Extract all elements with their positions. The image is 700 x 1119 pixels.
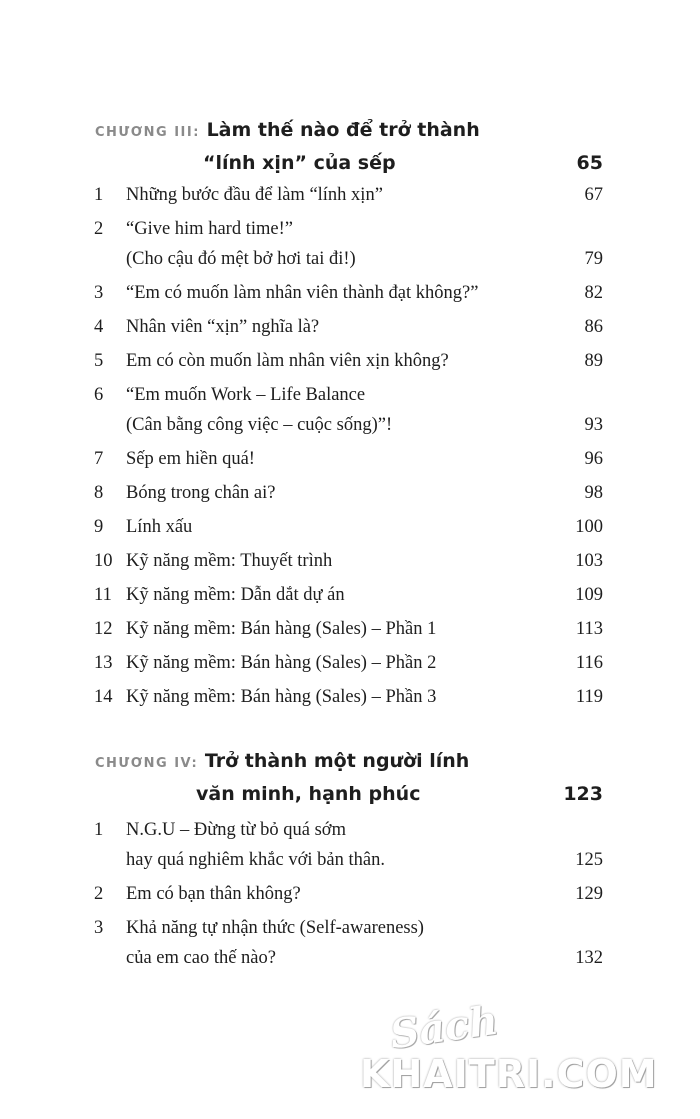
toc-entry <box>94 214 603 274</box>
chapter-3-entries <box>94 180 603 716</box>
chapter-3-heading <box>95 115 603 178</box>
toc-entry-page: 119 <box>575 687 603 707</box>
toc-entry-title: hay quá nghiêm khắc với bản thân. <box>126 850 385 870</box>
toc-entry-title: Kỹ năng mềm: Dẫn dắt dự án <box>126 585 345 605</box>
toc-entry-page: 79 <box>584 249 603 269</box>
toc-entry-number: 10 <box>94 551 113 571</box>
toc-entry <box>94 682 603 712</box>
toc-entry-number: 3 <box>94 283 104 303</box>
chapter-4-entries <box>94 815 603 977</box>
toc-entry-title: Bóng trong chân ai? <box>126 483 276 503</box>
toc-entry <box>94 913 603 973</box>
toc-entry-title: Em có bạn thân không? <box>126 884 301 904</box>
toc-entry-number: 12 <box>94 619 113 639</box>
toc-entry-title: Khả năng tự nhận thức (Self-awareness) <box>126 918 424 938</box>
toc-entry-page: 116 <box>575 653 603 673</box>
toc-entry-title: “Em muốn Work – Life Balance <box>126 385 366 405</box>
chapter-3-title-line2: “lính xịn” của sếp <box>203 152 396 174</box>
toc-entry-page: 100 <box>575 517 603 537</box>
toc-entry <box>94 648 603 678</box>
toc-entry-title: Lính xấu <box>126 517 193 537</box>
toc-entry-number: 7 <box>94 449 104 469</box>
toc-entry-number: 1 <box>94 820 104 840</box>
toc-entry <box>94 312 603 342</box>
toc-entry-page: 93 <box>584 415 603 435</box>
toc-entry-title: của em cao thế nào? <box>126 948 276 968</box>
chapter-4-label: CHƯƠNG IV: <box>95 756 199 771</box>
toc-entry <box>94 512 603 542</box>
chapter-3-label: CHƯƠNG III: <box>95 125 200 140</box>
toc-entry-title: N.G.U – Đừng từ bỏ quá sớm <box>126 820 346 840</box>
toc-entry <box>94 879 603 909</box>
toc-entry-number: 8 <box>94 483 104 503</box>
toc-entry <box>94 180 603 210</box>
toc-entry-page: 86 <box>584 317 603 337</box>
toc-entry-title: Kỹ năng mềm: Thuyết trình <box>126 551 333 571</box>
toc-entry-page: 103 <box>575 551 603 571</box>
watermark-script: Sách <box>387 996 501 1059</box>
toc-entry-number: 11 <box>94 585 112 605</box>
toc-entry <box>94 444 603 474</box>
toc-entry-number: 13 <box>94 653 113 673</box>
toc-entry-page: 89 <box>584 351 603 371</box>
chapter-4-heading <box>95 746 603 809</box>
toc-entry-page: 113 <box>575 619 603 639</box>
toc-entry-title: “Give him hard time!” <box>126 219 293 239</box>
watermark-brand: KHAITRI.COM <box>360 1052 658 1096</box>
chapter-3-title-line1: Làm thế nào để trở thành <box>206 119 480 141</box>
toc-entry-number: 6 <box>94 385 104 405</box>
toc-entry-title: (Cho cậu đó mệt bở hơi tai đi!) <box>126 249 356 269</box>
toc-entry <box>94 278 603 308</box>
chapter-4-title-line2: văn minh, hạnh phúc <box>196 783 421 805</box>
toc-entry <box>94 580 603 610</box>
toc-entry-title: (Cân bằng công việc – cuộc sống)”! <box>126 415 393 435</box>
watermark-logo <box>360 996 690 1110</box>
toc-entry-number: 2 <box>94 884 104 904</box>
chapter-3-page: 65 <box>576 152 603 174</box>
toc-entry <box>94 546 603 576</box>
toc-entry-page: 132 <box>575 948 603 968</box>
toc-entry <box>94 815 603 875</box>
toc-entry <box>94 380 603 440</box>
toc-entry-number: 2 <box>94 219 104 239</box>
toc-entry-page: 96 <box>584 449 603 469</box>
toc-entry <box>94 478 603 508</box>
toc-entry-number: 1 <box>94 185 104 205</box>
toc-entry <box>94 614 603 644</box>
toc-entry-page: 82 <box>584 283 603 303</box>
toc-entry-title: Sếp em hiền quá! <box>126 449 255 469</box>
toc-entry-page: 98 <box>584 483 603 503</box>
toc-entry-title: Em có còn muốn làm nhân viên xịn không? <box>126 351 449 371</box>
toc-entry-number: 3 <box>94 918 104 938</box>
toc-entry-page: 67 <box>584 185 603 205</box>
toc-entry-title: “Em có muốn làm nhân viên thành đạt không?” <box>126 283 479 303</box>
toc-entry-title: Kỹ năng mềm: Bán hàng (Sales) – Phần 3 <box>126 687 437 707</box>
toc-entry <box>94 346 603 376</box>
toc-entry-title: Kỹ năng mềm: Bán hàng (Sales) – Phần 1 <box>126 619 437 639</box>
toc-entry-number: 14 <box>94 687 113 707</box>
toc-entry-title: Những bước đầu để làm “lính xịn” <box>126 185 383 205</box>
toc-entry-title: Kỹ năng mềm: Bán hàng (Sales) – Phần 2 <box>126 653 437 673</box>
toc-entry-number: 9 <box>94 517 104 537</box>
toc-entry-number: 4 <box>94 317 104 337</box>
toc-entry-number: 5 <box>94 351 104 371</box>
chapter-4-page: 123 <box>563 783 603 805</box>
chapter-4-title-line1: Trở thành một người lính <box>204 750 470 772</box>
toc-entry-title: Nhân viên “xịn” nghĩa là? <box>126 317 320 337</box>
toc-entry-page: 109 <box>575 585 603 605</box>
toc-entry-page: 125 <box>575 850 603 870</box>
toc-entry-page: 129 <box>575 884 603 904</box>
